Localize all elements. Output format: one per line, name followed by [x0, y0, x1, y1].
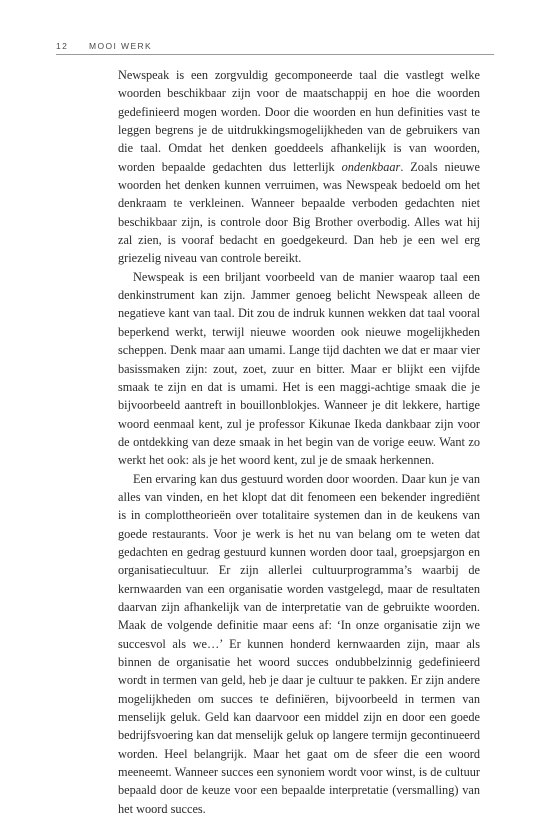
paragraph-1-text-after: . Zoals nieuwe woorden het denken kunnen verruimen, was Newspeak bedoeld om het denkraam te verkleinen. Wanneer bepaalde verboden gedachten niet beschikbaar zijn, is controle door Big Brother overbodig. Alles wat hij zal zien, is vooraf bedacht en goedgekeurd. Dan heb je een wel erg griezelig niveau van controle bereikt. — [118, 159, 480, 266]
page-number: 12 — [56, 41, 69, 51]
running-header — [56, 40, 494, 55]
emphasized-word: ondenkbaar — [341, 159, 401, 174]
paragraph-3: Een ervaring kan dus gestuurd worden door woorden. Daar kun je van alles van vinden, en het klopt dat dit fenomeen een bekender ingrediënt is in complottheorieën over totalitaire systemen dan in de keukens van goede restaurants. Voor je werk is het nu van belang om te weten dat gedachten en gedrag gestuurd kunnen worden door taal, groepsjargon en organisatiecultuur. Er zijn allerlei cultuurprogramma’s waarbij de kernwaarden van een organisatie worden vastgelegd, maar de resultaten daarvan zijn afhankelijk van de interpretatie van de gebruikte woorden. Maak de volgende definitie maar eens af: ‘In onze organisatie zijn we succesvol als we…’ Er kunnen honderd kernwaarden zijn, maar als binnen de organisatie het woord succes ondubbelzinnig gedefinieerd wordt in termen van geld, heb je daar je cultuur te pakken. Er zijn andere mogelijkheden om succes te definiëren, bijvoorbeeld in termen van menselijk geluk. Geld kan daarvoor een middel zijn en door een goede bedrijfsvoering kan dat menselijk geluk op langere termijn gecontinueerd worden. Heel belangrijk. Maar het gaat om de sfeer die een woord meeneemt. Wanneer succes een synoniem wordt voor winst, is de cultuur bepaald door de keuze voor een bepaalde interpretatie (versmalling) van het woord succes. — [118, 471, 480, 816]
paragraph-1-text-before: Newspeak is een zorgvuldig gecomponeerde taal die vastlegt welke woorden beschikbaar zijn voor de maatschappij en hoe die woorden gedefinieerd mogen worden. Door die woorden en hun definities vast te leggen begrens je de uitdrukkingsmogelijkheden van de gebruikers van die taal. Omdat het denken goeddeels afhankelijk is van woorden, worden bepaalde gedachten dus letterlijk — [118, 68, 480, 174]
paragraph-1 — [118, 66, 480, 268]
running-title: MOOI WERK — [89, 41, 153, 51]
paragraph-2: Newspeak is een briljant voorbeeld van de manier waarop taal een denkinstrument kan zijn. Jammer genoeg belicht Newspeak alleen de negatieve kant van taal. Dit zou de indruk kunnen wekken dat taal vooral beperkend werkt, terwijl nieuwe woorden ook nieuwe mogelijkheden scheppen. Denk maar aan umami. Lange tijd dachten we dat er maar vier basissmaken zijn: zout, zoet, zuur en bitter. Maar er blijkt een vijfde smaak te zijn en dat is umami. Het is een maggi-achtige smaak die je bijvoorbeeld aantreft in bouillonblokjes. Wanneer je dit lekkere, hartige woord eenmaal kent, zul je professor Kikunae Ikeda dankbaar zijn voor de ontdekking van deze smaak in het begin van de vorige eeuw. Want zo werkt het ook: als je het woord kent, zul je de smaak herkennen. — [118, 269, 480, 468]
body-text — [118, 66, 480, 818]
